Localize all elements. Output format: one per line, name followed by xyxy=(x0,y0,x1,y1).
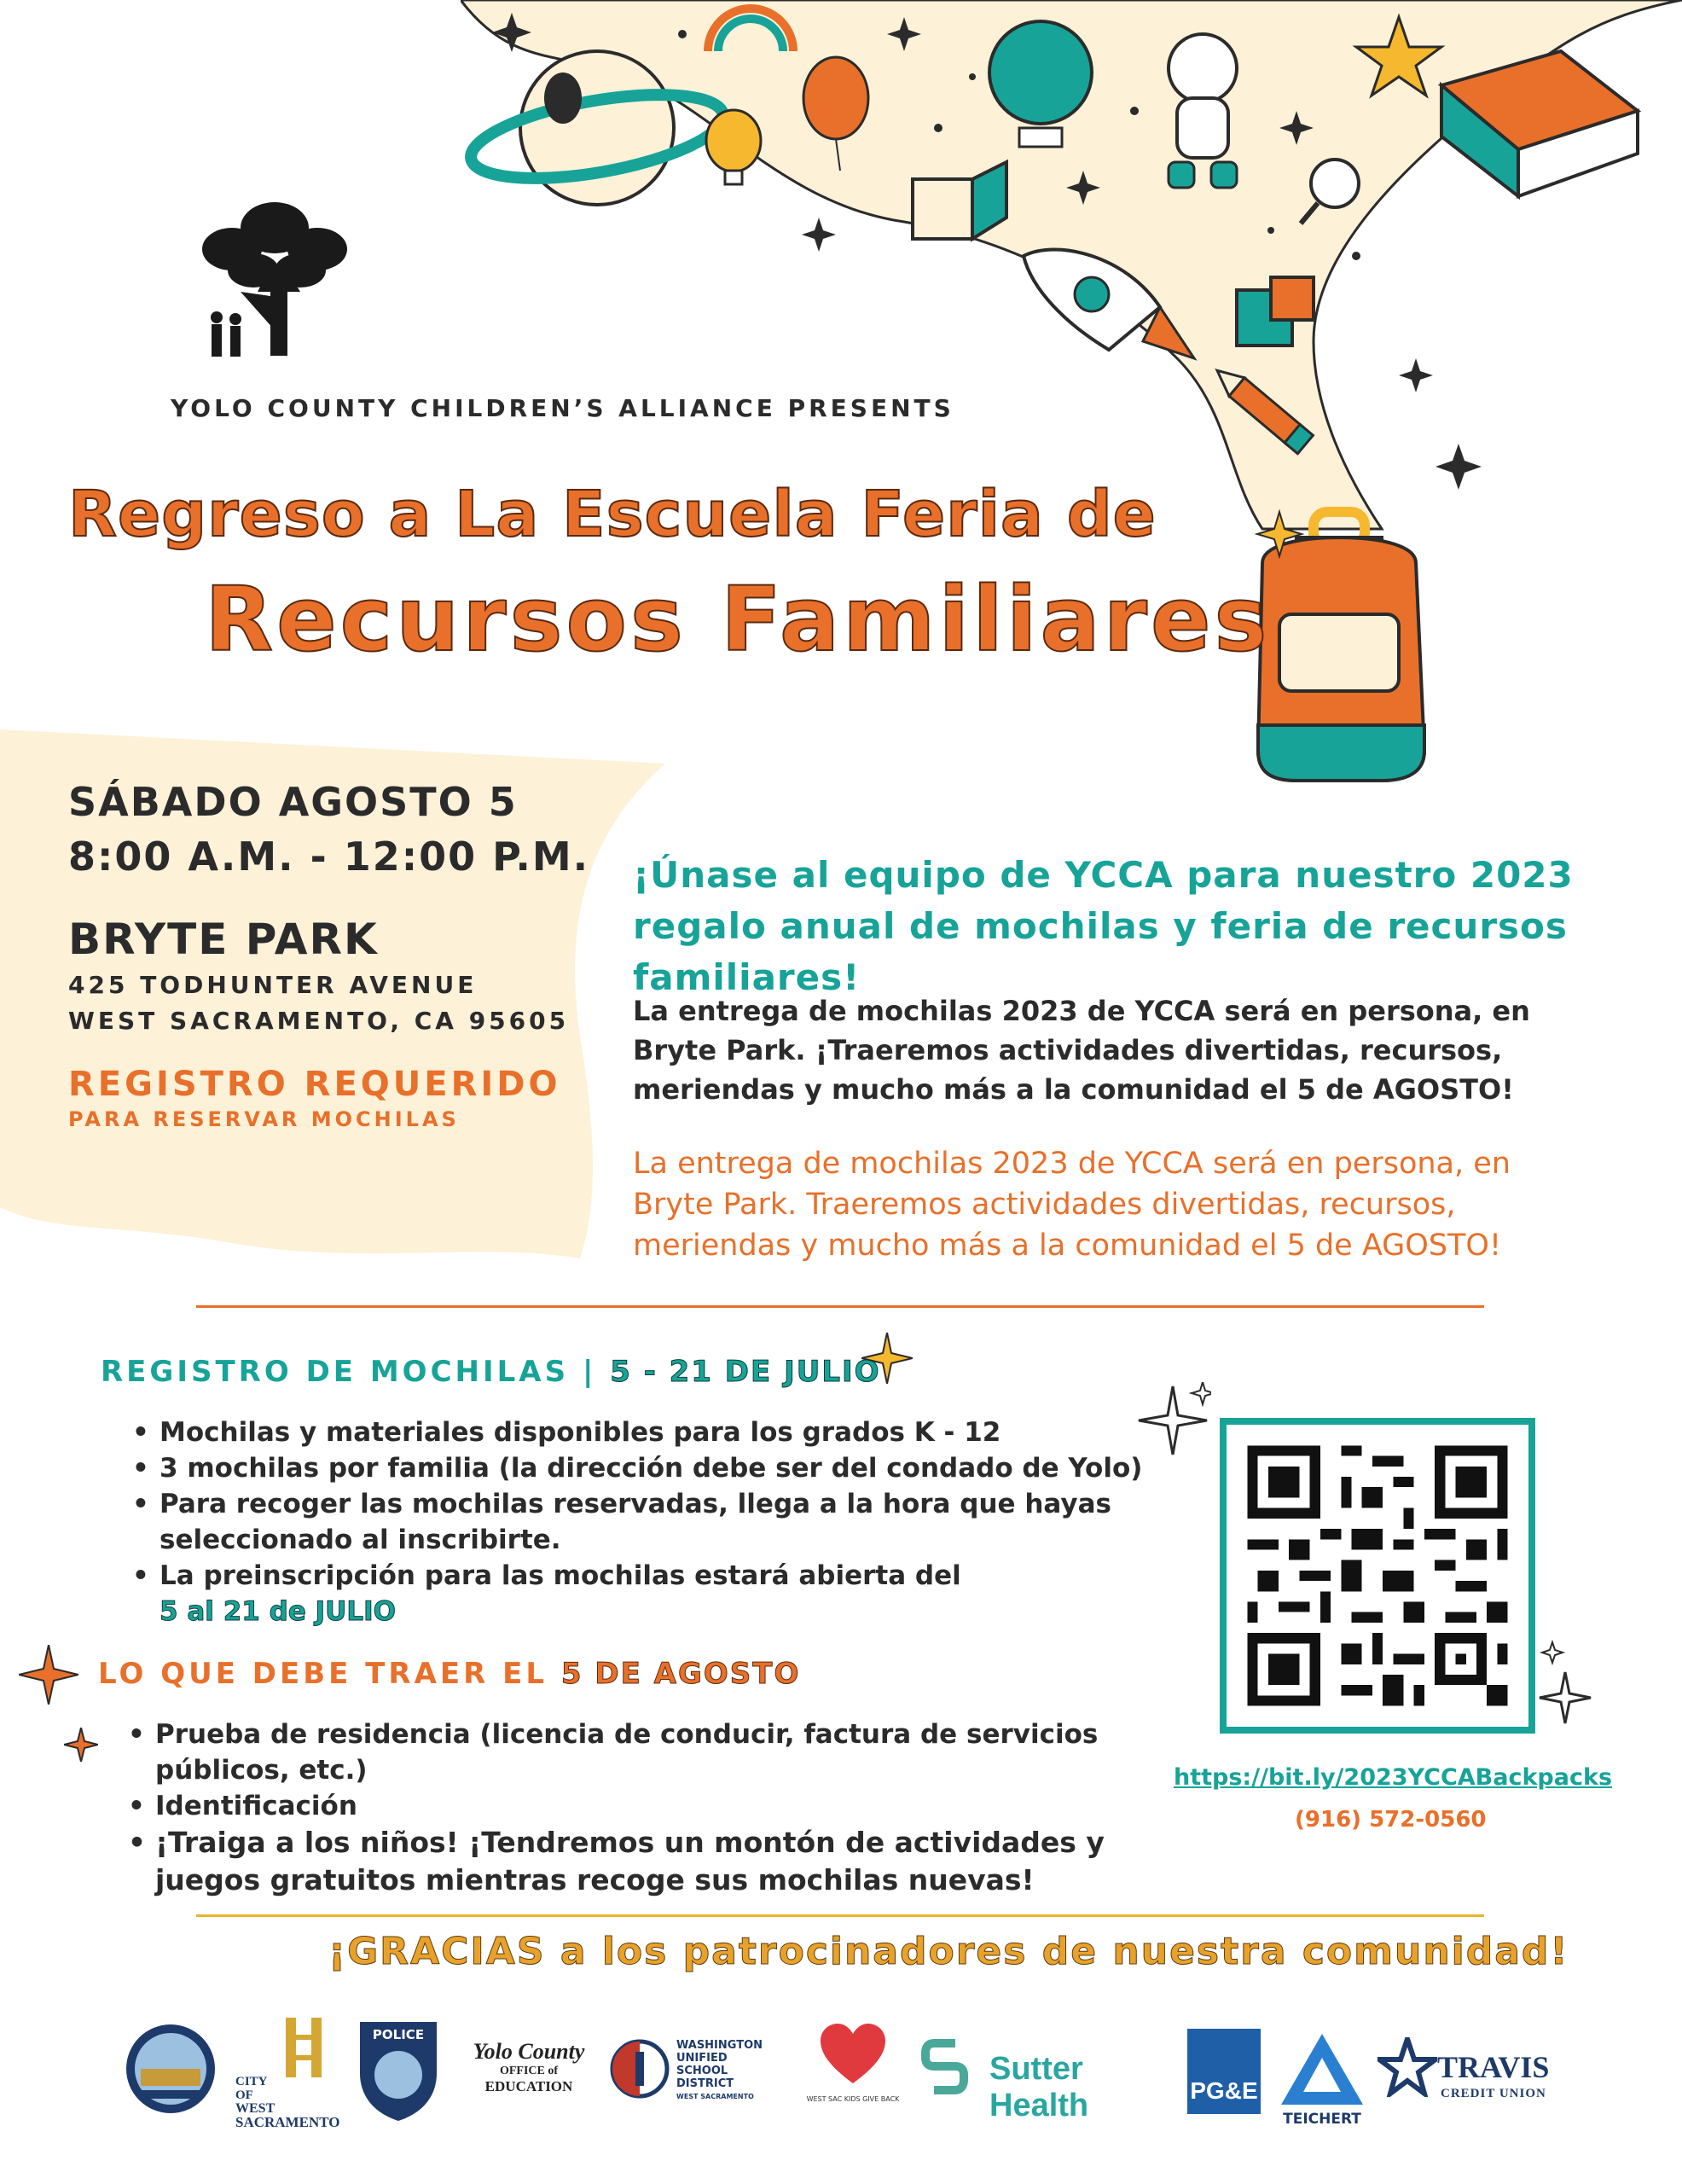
yolo-text-1: Yolo County xyxy=(473,2039,585,2064)
wusd-text xyxy=(676,2039,763,2103)
list-item: • 3 mochilas por familia (la dirección debe ser del condado de Yolo) xyxy=(132,1450,1156,1486)
invite-text: ¡Únase al equipo de YCCA para nuestro 2023 regalo anual de mochilas y feria de recursos familiares! xyxy=(633,854,1574,998)
yolo-county-office-of-education-logo xyxy=(461,2013,597,2124)
qr-code-pattern xyxy=(1227,1425,1528,1727)
registration-list xyxy=(132,1414,1156,1629)
registration-required: REGISTRO REQUERIDO xyxy=(68,1065,561,1104)
sparkle-icon xyxy=(19,1645,78,1705)
registration-link[interactable]: https://bit.ly/2023YCCABackpacks xyxy=(1174,1764,1613,1791)
washington-unified-logo xyxy=(610,2013,780,2124)
travis-text: TRAVIS xyxy=(1437,2050,1550,2084)
registration-heading xyxy=(101,1355,881,1389)
address-line-2: WEST SACRAMENTO, CA 95605 xyxy=(68,1007,570,1035)
registration-heading-dates: 5 - 21 DE JULIO xyxy=(610,1355,881,1389)
city-text-3: WEST xyxy=(235,2101,276,2116)
address-line-1: 425 TODHUNTER AVENUE xyxy=(68,971,478,999)
sutter-health-logo xyxy=(921,2013,1177,2124)
teichert-text: TEICHERT xyxy=(1283,2111,1361,2128)
description-orange: La entrega de mochilas 2023 de YCCA será en persona, en Bryte Park. Traeremos actividades divertidas, recursos, meriendas y mucho más a la comunidad el 5 de AGOSTO! xyxy=(633,1147,1511,1263)
travis-credit-union-logo xyxy=(1378,2013,1565,2124)
event-place: BRYTE PARK xyxy=(68,915,379,964)
city-text-2: OF xyxy=(235,2088,253,2102)
ycca-tree-logo xyxy=(181,181,368,360)
police-text: POLICE xyxy=(372,2027,425,2042)
city-seal-logo xyxy=(119,2013,222,2124)
list-item xyxy=(132,1558,1156,1629)
sutter-text: Sutter Health xyxy=(989,2051,1089,2123)
registration-heading-text: REGISTRO DE MOCHILAS | xyxy=(101,1355,611,1389)
description-bold: La entrega de mochilas 2023 de YCCA será en persona, en Bryte Park. ¡Traeremos actividades divertidas, recursos, meriendas y mucho más a la comunidad el 5 de AGOSTO! xyxy=(633,995,1530,1106)
list-item: • ¡Traiga a los niños! ¡Tendremos un montón de actividades y juegos gratuitos mientras recoge sus mochilas nuevas! xyxy=(128,1824,1177,1899)
registration-subtext: PARA RESERVAR MOCHILAS xyxy=(68,1107,460,1131)
list-item: • Para recoger las mochilas reservadas, llega a la hora que hayas seleccionado al inscribirte. xyxy=(132,1486,1156,1558)
wusd-text-5: WEST SACRAMENTO xyxy=(676,2093,754,2100)
teichert-logo xyxy=(1279,2013,1373,2128)
sparkle-icon xyxy=(64,1728,98,1762)
wusd-text-1: WASHINGTON xyxy=(676,2039,763,2052)
event-address xyxy=(68,967,569,1039)
sparkle-icon xyxy=(1134,1382,1211,1459)
bring-heading xyxy=(98,1657,800,1691)
list-item: • Prueba de residencia (licencia de conducir, factura de servicios públicos, etc.) xyxy=(128,1716,1177,1788)
sparkle-icon xyxy=(861,1333,913,1384)
event-date: SÁBADO AGOSTO 5 xyxy=(68,779,518,825)
credit-union-text: CREDIT UNION xyxy=(1441,2087,1546,2100)
kids-text: WEST SAC KIDS GIVE BACK xyxy=(806,2095,900,2103)
event-time: 8:00 A.M. - 12:00 P.M. xyxy=(68,834,590,880)
divider xyxy=(196,1914,1484,1917)
qr-code[interactable] xyxy=(1220,1418,1535,1734)
police-badge-logo xyxy=(351,2013,445,2124)
school-district-icon xyxy=(610,2030,670,2107)
pge-text: PG&E xyxy=(1190,2077,1258,2104)
kids-give-back-logo xyxy=(793,2013,913,2124)
list-item: • Mochilas y materiales disponibles para los grados K - 12 xyxy=(132,1414,1156,1450)
wusd-text-4: DISTRICT xyxy=(676,2077,734,2090)
sutter-icon xyxy=(921,2039,968,2099)
yolo-text-2: OFFICE of xyxy=(499,2065,559,2077)
pge-logo xyxy=(1187,2013,1264,2124)
wusd-text-2: UNIFIED xyxy=(676,2052,728,2065)
bring-list xyxy=(128,1716,1177,1899)
event-date-time xyxy=(68,775,589,884)
presenter-line: YOLO COUNTY CHILDREN’S ALLIANCE PRESENTS xyxy=(171,394,954,422)
sponsors-thanks: ¡GRACIAS a los patrocinadores de nuestra comunidad! xyxy=(328,1930,1569,1973)
city-text-1: CITY xyxy=(235,2075,268,2088)
list-item: • Identificación xyxy=(128,1788,1177,1824)
backpack-icon xyxy=(1258,512,1424,781)
list-item-dates: 5 al 21 de JULIO xyxy=(160,1596,396,1627)
divider xyxy=(196,1305,1484,1308)
wusd-text-3: SCHOOL xyxy=(676,2065,728,2077)
sparkle-icon xyxy=(1535,1638,1595,1732)
heart-icon xyxy=(819,2022,887,2090)
title-line-1: Regreso a La Escuela Feria de xyxy=(68,478,1157,551)
teichert-triangle-icon xyxy=(1279,2032,1365,2109)
city-text-4: SACRAMENTO xyxy=(235,2114,340,2130)
contact-phone: (916) 572-0560 xyxy=(1295,1807,1487,1833)
city-west-sacramento-logo xyxy=(232,2013,343,2130)
title-line-2: Recursos Familiares xyxy=(205,567,1271,671)
list-item-text: La preinscripción para las mochilas estará abierta del xyxy=(160,1560,961,1591)
bring-heading-date: 5 DE AGOSTO xyxy=(560,1657,801,1691)
bring-heading-text: LO QUE DEBE TRAER EL xyxy=(98,1657,561,1691)
tower-bridge-icon xyxy=(279,2018,330,2077)
yolo-text-3: EDUCATION xyxy=(484,2078,573,2094)
star-icon xyxy=(1378,2037,1437,2097)
